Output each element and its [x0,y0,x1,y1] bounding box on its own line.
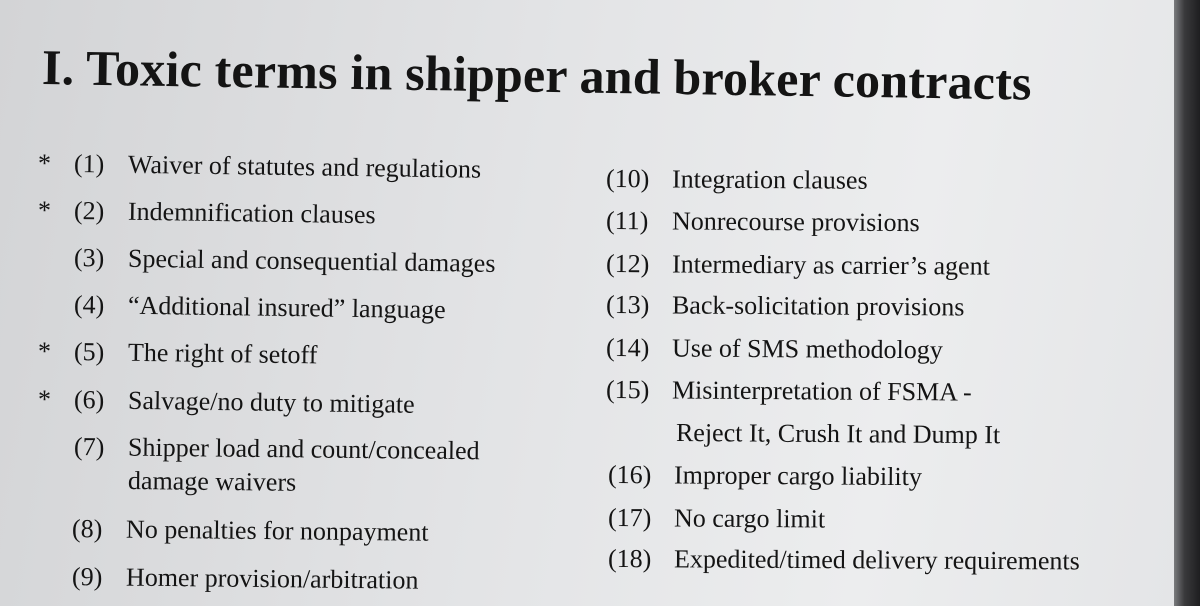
item-text: Expedited/timed delivery requirements [673,544,1080,576]
list-item [608,459,922,493]
item-text: The right of setoff [127,337,318,370]
item-text: No penalties for nonpayment [125,514,429,547]
item-number: (2) [73,196,105,226]
item-text: Integration clauses [671,164,868,195]
item-number: (1) [73,149,105,179]
item-text: Special and consequential damages [127,243,496,278]
list-item [608,543,1080,577]
star-marker: * [38,149,51,178]
item-number: (5) [73,337,105,367]
item-text: Use of SMS methodology [671,333,943,365]
item-text: “Additional insured” language [127,290,446,325]
star-marker: * [38,196,51,225]
slide-title: I. Toxic terms in shipper and broker contracts [41,39,1033,111]
list-item [606,248,990,283]
list-item [72,513,429,549]
item-text: Waiver of statutes and regulations [127,149,482,184]
item-text: Shipper load and count/concealed [127,432,480,466]
item-text: Back-solicitation provisions [671,290,965,322]
list-item [606,205,920,239]
list-item [608,502,825,536]
item-text: Salvage/no duty to mitigate [127,385,415,419]
item-number: (17) [607,503,652,533]
item-text-continuation: damage waivers [127,466,297,497]
list-item [606,374,972,409]
list-item [74,148,482,186]
star-marker: * [38,337,51,366]
item-number: (6) [73,385,105,415]
list-item [74,431,480,467]
item-text: Homer provision/arbitration [125,562,419,595]
star-marker: * [38,385,51,414]
item-text: Intermediary as carrier’s agent [671,249,990,281]
item-text: Nonrecourse provisions [671,206,920,238]
list-item [74,195,376,231]
item-number: (11) [605,206,649,236]
list-item [74,289,446,326]
screen-edge [1174,0,1200,606]
item-number: (7) [73,432,105,462]
item-text: Misinterpretation of FSMA - [671,375,972,407]
item-number: (12) [605,249,650,279]
item-number: (4) [73,290,105,320]
list-item [606,289,965,324]
item-text: No cargo limit [673,503,826,534]
item-number: (3) [73,243,105,273]
item-text-continuation: Reject It, Crush It and Dump It [675,418,1001,450]
item-text: Indemnification clauses [127,196,376,230]
item-number: (15) [605,375,650,405]
list-item [74,336,318,371]
list-item [606,332,943,366]
item-number: (18) [607,544,652,574]
item-number: (9) [71,562,103,592]
item-number: (16) [607,460,652,490]
item-number: (10) [605,164,650,194]
item-text: Improper cargo liability [673,460,922,492]
item-number: (13) [605,290,650,320]
item-number: (8) [71,514,103,544]
item-number: (14) [605,333,650,363]
list-item [72,561,419,597]
list-item [606,163,868,197]
list-item [74,384,415,421]
list-item [74,242,496,280]
